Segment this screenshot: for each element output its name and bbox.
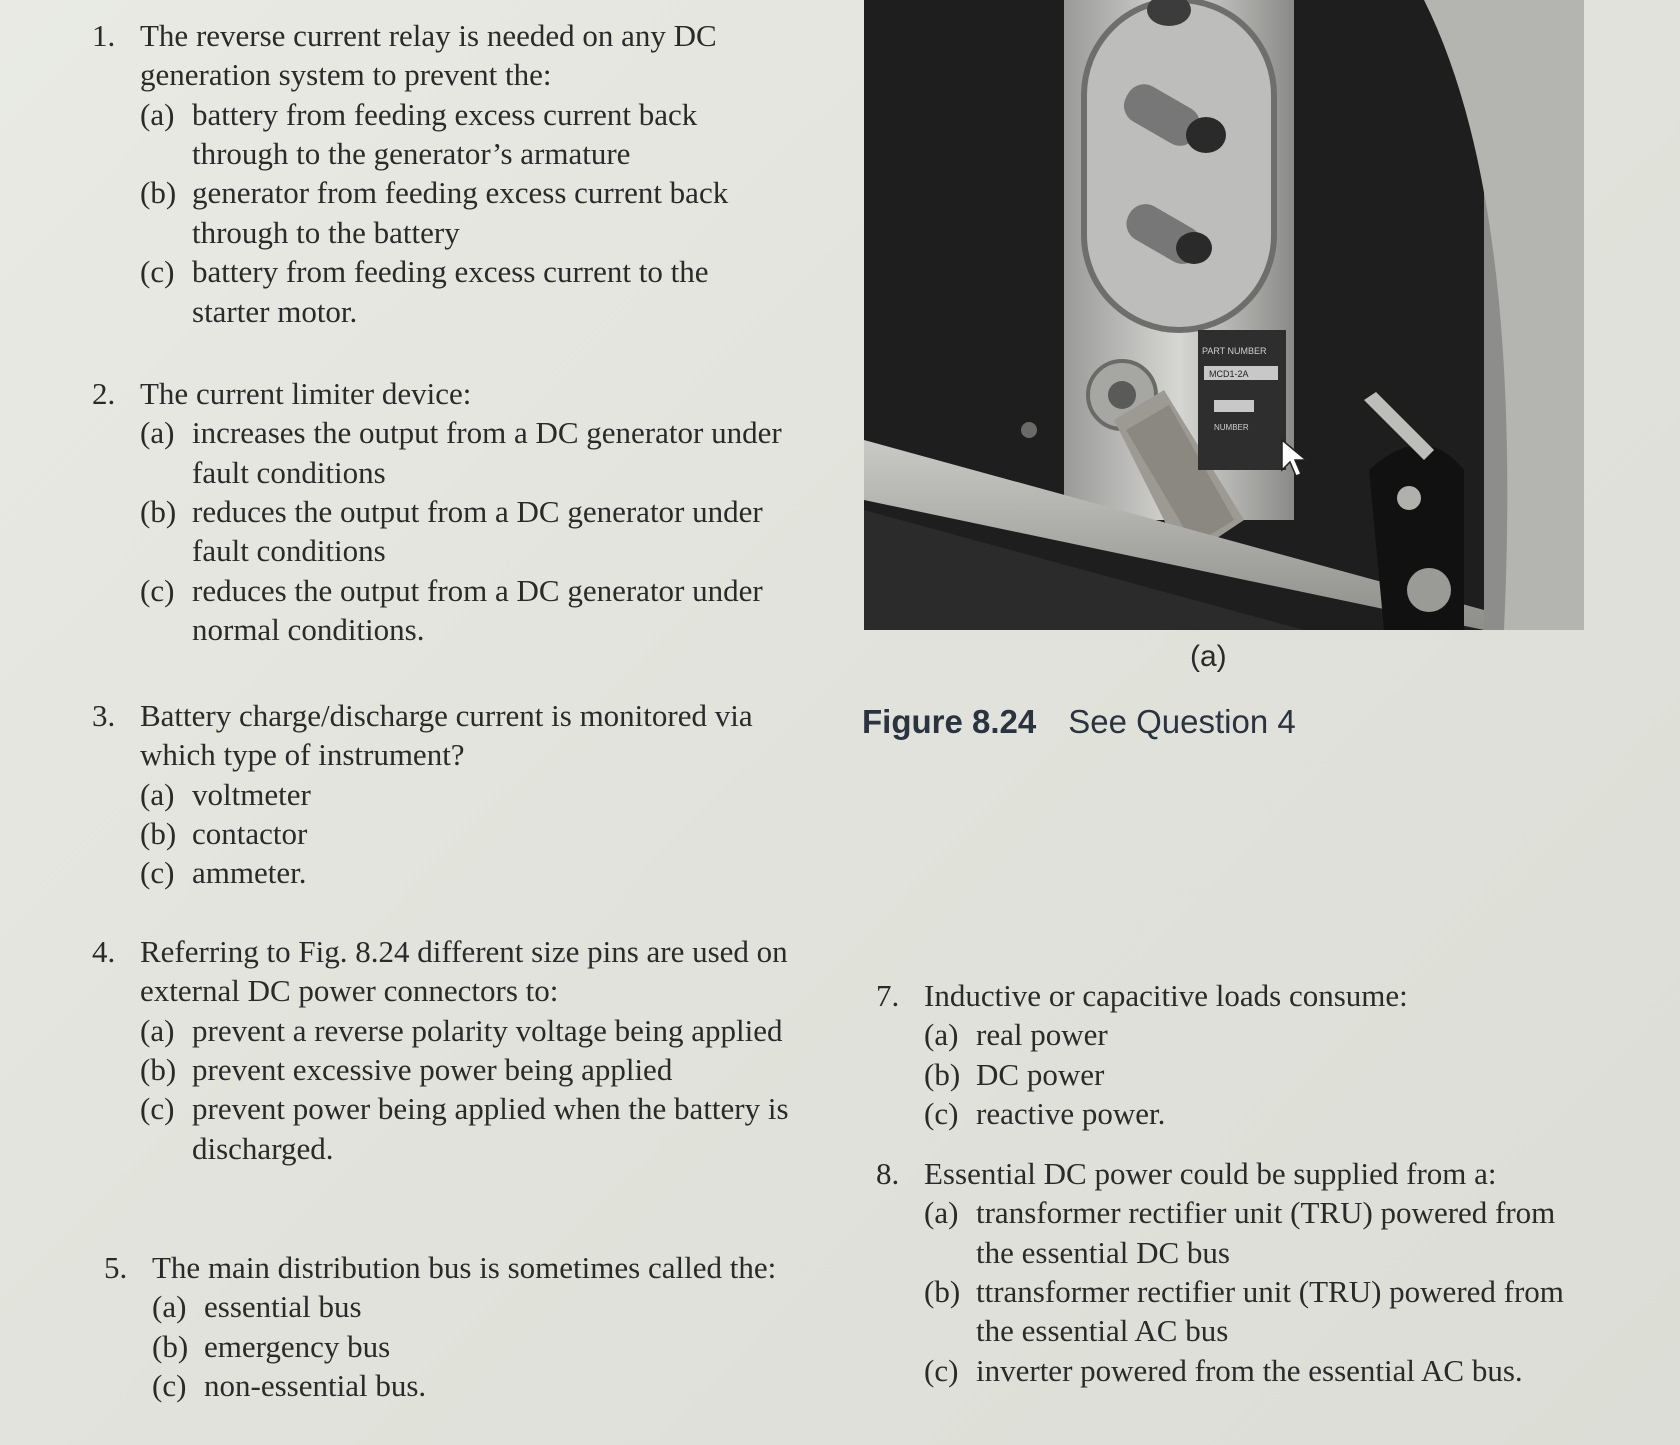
question-1 bbox=[92, 16, 792, 331]
option-label: (b) bbox=[140, 175, 177, 211]
plate-text-part-number: PART NUMBER bbox=[1202, 346, 1267, 356]
option-label: (b) bbox=[924, 1056, 961, 1092]
question-number: 2. bbox=[92, 376, 116, 411]
option-c bbox=[924, 1094, 1576, 1133]
question-number: 8. bbox=[876, 1156, 900, 1191]
option-text: ttransformer rectifier unit (TRU) powered from the essential AC bus bbox=[976, 1274, 1564, 1349]
option-text: essential bus bbox=[204, 1289, 362, 1325]
question-stem: Inductive or capacitive loads consume: bbox=[924, 978, 1408, 1013]
option-b bbox=[152, 1327, 794, 1366]
option-label: (c) bbox=[924, 1096, 959, 1132]
option-b bbox=[924, 1272, 1576, 1351]
option-text: prevent power being applied when the battery is discharged. bbox=[192, 1091, 789, 1166]
option-text: transformer rectifier unit (TRU) powered from the essential DC bus bbox=[976, 1195, 1556, 1270]
question-number: 3. bbox=[92, 698, 116, 733]
option-label: (c) bbox=[152, 1368, 187, 1404]
option-text: battery from feeding excess current back through to the generator’s armature bbox=[192, 96, 698, 172]
option-b bbox=[140, 492, 812, 571]
option-text: increases the output from a DC generator under fault conditions bbox=[192, 415, 782, 490]
question-stem: Referring to Fig. 8.24 different size pins are used on external DC power connectors to: bbox=[140, 934, 788, 1009]
option-b bbox=[140, 173, 792, 252]
question-stem: The reverse current relay is needed on any DC generation system to prevent the: bbox=[140, 18, 717, 93]
question-2 bbox=[92, 374, 812, 650]
question-number: 7. bbox=[876, 978, 900, 1013]
question-8 bbox=[876, 1154, 1576, 1390]
option-c bbox=[924, 1351, 1576, 1390]
option-label: (c) bbox=[140, 572, 175, 608]
option-a bbox=[140, 95, 792, 174]
option-c bbox=[140, 1089, 792, 1168]
question-number: 4. bbox=[92, 934, 116, 969]
option-label: (c) bbox=[924, 1352, 959, 1388]
option-label: (a) bbox=[140, 96, 175, 132]
pin-small bbox=[1176, 232, 1212, 264]
option-text: contactor bbox=[192, 816, 308, 852]
option-a bbox=[152, 1287, 794, 1326]
question-stem: Battery charge/discharge current is monitored via which type of instrument? bbox=[140, 698, 753, 773]
option-label: (b) bbox=[140, 1052, 177, 1088]
option-a bbox=[924, 1193, 1576, 1272]
option-label: (a) bbox=[924, 1195, 959, 1231]
question-number: 1. bbox=[92, 18, 116, 53]
option-b bbox=[140, 814, 802, 853]
option-text: voltmeter bbox=[192, 776, 311, 812]
question-7 bbox=[876, 976, 1576, 1133]
figure-caption bbox=[862, 703, 1296, 741]
option-text: battery from feeding excess current to the starter motor. bbox=[192, 254, 709, 329]
option-text: ammeter. bbox=[192, 855, 307, 891]
option-label: (b) bbox=[140, 816, 177, 852]
option-a bbox=[924, 1015, 1576, 1054]
option-c bbox=[140, 571, 812, 650]
option-b bbox=[924, 1055, 1576, 1094]
option-label: (b) bbox=[140, 494, 177, 530]
option-text: DC power bbox=[976, 1056, 1105, 1092]
plate-text-model: MCD1-2A bbox=[1209, 369, 1249, 379]
figure-photo bbox=[864, 0, 1584, 630]
question-stem: Essential DC power could be supplied from a: bbox=[924, 1156, 1497, 1191]
option-c bbox=[152, 1366, 794, 1405]
question-5 bbox=[104, 1248, 794, 1405]
plate-text-number: NUMBER bbox=[1214, 423, 1249, 432]
option-text: prevent a reverse polarity voltage being applied bbox=[192, 1012, 783, 1048]
figure-label: Figure 8.24 bbox=[862, 703, 1037, 740]
question-4 bbox=[92, 932, 792, 1168]
option-text: reduces the output from a DC generator under normal conditions. bbox=[192, 572, 763, 648]
figure-sublabel: (a) bbox=[1190, 640, 1227, 673]
option-a bbox=[140, 413, 812, 492]
option-label: (c) bbox=[140, 1091, 175, 1127]
option-text: non-essential bus. bbox=[204, 1368, 427, 1404]
option-label: (b) bbox=[152, 1328, 189, 1364]
question-3 bbox=[92, 696, 802, 893]
figure-caption-text: See Question 4 bbox=[1068, 703, 1296, 740]
option-text: reactive power. bbox=[976, 1096, 1166, 1132]
question-stem: The main distribution bus is sometimes called the: bbox=[152, 1250, 777, 1285]
pin-large bbox=[1186, 117, 1226, 153]
option-label: (a) bbox=[140, 415, 175, 451]
option-label: (a) bbox=[140, 776, 175, 812]
option-label: (a) bbox=[140, 1012, 175, 1048]
option-label: (c) bbox=[140, 254, 175, 290]
option-label: (c) bbox=[140, 855, 175, 891]
option-b bbox=[140, 1050, 792, 1089]
option-label: (b) bbox=[924, 1274, 961, 1310]
option-text: emergency bus bbox=[204, 1328, 391, 1364]
option-text: prevent excessive power being applied bbox=[192, 1052, 673, 1088]
option-c bbox=[140, 853, 802, 892]
option-text: inverter powered from the essential AC bus. bbox=[976, 1352, 1523, 1388]
option-text: real power bbox=[976, 1017, 1108, 1053]
option-text: reduces the output from a DC generator under fault conditions bbox=[192, 494, 763, 569]
question-number: 5. bbox=[104, 1250, 128, 1285]
option-label: (a) bbox=[152, 1289, 187, 1325]
option-c bbox=[140, 252, 792, 331]
option-a bbox=[140, 775, 802, 814]
option-label: (a) bbox=[924, 1017, 959, 1053]
option-text: generator from feeding excess current back through to the battery bbox=[192, 175, 729, 250]
option-a bbox=[140, 1011, 792, 1050]
question-stem: The current limiter device: bbox=[140, 376, 472, 411]
